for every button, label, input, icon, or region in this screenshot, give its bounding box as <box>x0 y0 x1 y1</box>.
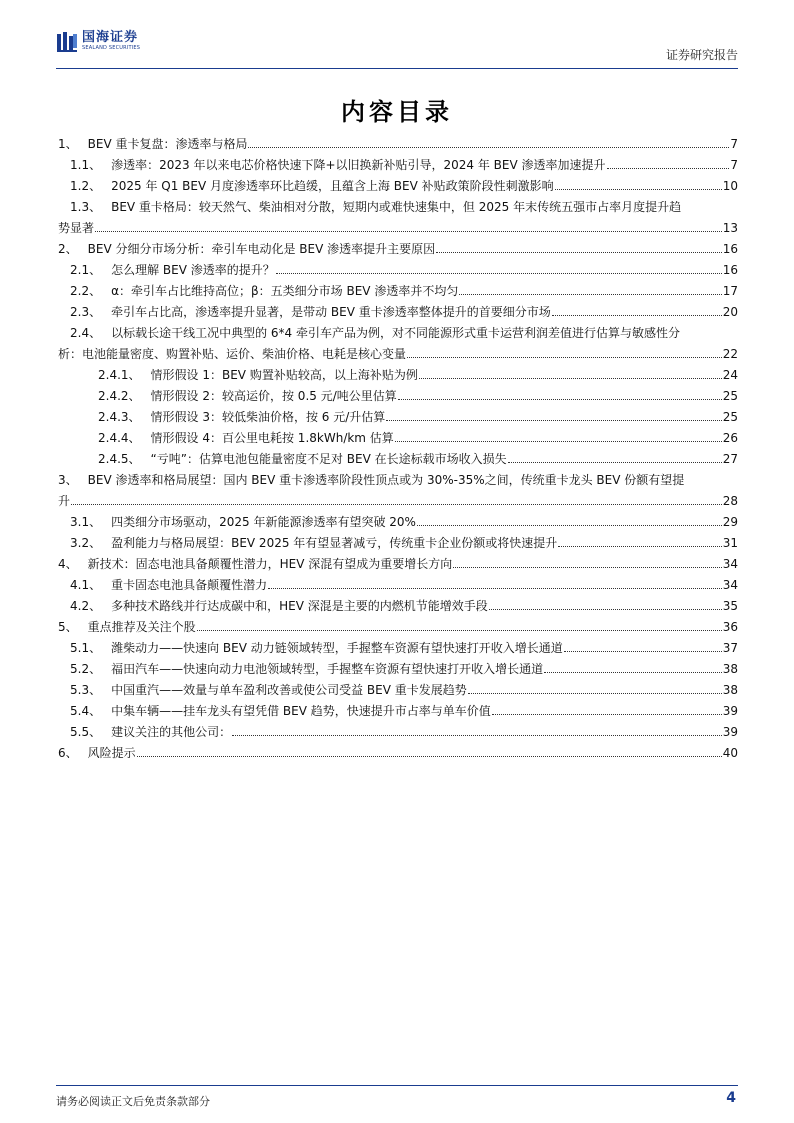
toc-leader-dots <box>395 441 722 442</box>
toc-entry-number: 2.2、 <box>70 284 102 298</box>
toc-entry-text-continued: 势显著 <box>58 221 95 235</box>
toc-entry[interactable] <box>58 277 738 298</box>
toc-leader-dots <box>276 273 722 274</box>
toc-entry-text: BEV 渗透率和格局展望：国内 BEV 重卡渗透率阶段性顶点或为 30%-35%之间，传统重卡龙头 BEV 份额有望提 <box>87 473 685 487</box>
toc-entry-page: 40 <box>722 746 738 760</box>
toc-leader-dots <box>137 756 722 757</box>
toc-entry[interactable] <box>58 697 738 718</box>
toc-entry-page: 34 <box>722 578 738 592</box>
toc-entry-number: 4.1、 <box>70 578 102 592</box>
toc-entry-page: 22 <box>722 347 738 361</box>
toc-entry[interactable] <box>58 424 738 445</box>
toc-leader-dots <box>248 147 729 148</box>
toc-leader-dots <box>386 420 721 421</box>
toc-entry-number: 4、 <box>58 557 78 571</box>
toc-entry-text: 情形假设 1：BEV 购置补贴较高，以上海补贴为例 <box>150 368 418 382</box>
toc-leader-dots <box>232 735 722 736</box>
toc-leader-dots <box>607 168 730 169</box>
toc-leader-dots <box>71 504 722 505</box>
toc-entry-page: 7 <box>730 137 738 151</box>
toc-entry-text: “亏吨”：估算电池包能量密度不足对 BEV 在长途标载市场收入损失 <box>150 452 507 466</box>
toc-entry-text: BEV 重卡复盘：渗透率与格局 <box>87 137 248 151</box>
toc-entry-text: 2025 年 Q1 BEV 月度渗透率环比趋缓，且蕴含上海 BEV 补贴政策阶段性刺激影响 <box>111 179 554 193</box>
toc-leader-dots <box>558 546 721 547</box>
toc-entry-number: 2.3、 <box>70 305 102 319</box>
toc-leader-dots <box>417 525 722 526</box>
toc-entry-page: 36 <box>722 620 738 634</box>
toc-entry[interactable] <box>58 256 738 277</box>
toc-entry-page: 7 <box>730 158 738 172</box>
toc-entry[interactable] <box>58 319 738 361</box>
page-number: 4 <box>726 1090 736 1106</box>
toc-entry-page: 26 <box>722 431 738 445</box>
toc-entry-number: 5.1、 <box>70 641 102 655</box>
toc-entry-text: BEV 分细分市场分析：牵引车电动化是 BEV 渗透率提升主要原因 <box>87 242 436 256</box>
footer-divider <box>56 1085 738 1086</box>
toc-leader-dots <box>197 630 722 631</box>
toc-entry-number: 4.2、 <box>70 599 102 613</box>
toc-entry-number: 3、 <box>58 473 78 487</box>
toc-entry[interactable] <box>58 298 738 319</box>
toc-leader-dots <box>407 357 722 358</box>
toc-entry[interactable] <box>58 151 738 172</box>
page-header <box>56 30 738 69</box>
toc-entry[interactable] <box>58 529 738 550</box>
toc-entry-page: 20 <box>722 305 738 319</box>
toc-entry-text: 风险提示 <box>87 746 136 760</box>
toc-leader-dots <box>489 609 722 610</box>
toc-entry-text: 怎么理解 BEV 渗透率的提升？ <box>111 263 275 277</box>
toc-leader-dots <box>555 189 722 190</box>
toc-entry-text: 中国重汽——效量与单车盈利改善或使公司受益 BEV 重卡发展趋势 <box>111 683 467 697</box>
toc-leader-dots <box>552 315 722 316</box>
toc-entry-text-continued: 析：电池能量密度、购置补贴、运价、柴油价格、电耗是核心变量 <box>58 347 407 361</box>
toc-entry-text: 多种技术路线并行达成碳中和，HEV 深混是主要的内燃机节能增效手段 <box>111 599 488 613</box>
toc-entry-text: 四类细分市场驱动，2025 年新能源渗透率有望突破 20% <box>111 515 416 529</box>
toc-leader-dots <box>459 294 721 295</box>
toc-entry-page: 35 <box>722 599 738 613</box>
toc-entry-number: 2.4.4、 <box>98 431 141 445</box>
toc-entry-number: 3.2、 <box>70 536 102 550</box>
toc-entry-page: 27 <box>722 452 738 466</box>
toc-leader-dots <box>436 252 722 253</box>
toc-entry-number: 5.2、 <box>70 662 102 676</box>
toc-entry-number: 1、 <box>58 137 78 151</box>
table-of-contents <box>58 130 738 760</box>
toc-entry[interactable] <box>58 739 738 760</box>
document-type: 证券研究报告 <box>665 48 738 62</box>
toc-entry-page: 17 <box>722 284 738 298</box>
toc-entry[interactable] <box>58 172 738 193</box>
toc-leader-dots <box>398 399 722 400</box>
toc-entry-page: 34 <box>722 557 738 571</box>
toc-entry-text: 渗透率：2023 年以来电芯价格快速下降+以旧换新补贴引导，2024 年 BEV 渗透率加速提升 <box>111 158 606 172</box>
toc-entry-text: BEV 重卡格局：较天然气、柴油相对分散，短期内或难快速集中，但 2025 年末传统五强市占率月度提升趋 <box>111 200 682 214</box>
toc-entry[interactable] <box>58 130 738 151</box>
toc-entry-page: 38 <box>722 683 738 697</box>
toc-entry[interactable] <box>58 508 738 529</box>
toc-entry[interactable] <box>58 655 738 676</box>
logo-chinese-name: 国海证券 <box>82 30 139 45</box>
toc-entry-text-continued: 升 <box>58 494 71 508</box>
toc-entry[interactable] <box>58 466 738 508</box>
toc-entry-text: 新技术：固态电池具备颠覆性潜力，HEV 深混有望成为重要增长方向 <box>87 557 453 571</box>
toc-leader-dots <box>564 651 722 652</box>
toc-entry-number: 1.2、 <box>70 179 102 193</box>
toc-entry-text: 福田汽车——快速向动力电池领域转型，手握整车资源有望快速打开收入增长通道 <box>111 662 544 676</box>
toc-entry-page: 25 <box>722 389 738 403</box>
toc-entry-page: 39 <box>722 725 738 739</box>
toc-entry-text: 情形假设 4：百公里电耗按 1.8kWh/km 估算 <box>150 431 394 445</box>
toc-entry[interactable] <box>58 445 738 466</box>
toc-entry-number: 2.4.5、 <box>98 452 141 466</box>
toc-entry-number: 5.4、 <box>70 704 102 718</box>
toc-entry-text: 建议关注的其他公司： <box>111 725 232 739</box>
toc-entry-page: 31 <box>722 536 738 550</box>
toc-title: 内容目录 <box>341 98 453 126</box>
toc-entry[interactable] <box>58 550 738 571</box>
toc-entry[interactable] <box>58 613 738 634</box>
toc-leader-dots <box>95 231 722 232</box>
toc-entry[interactable] <box>58 571 738 592</box>
toc-leader-dots <box>544 672 722 673</box>
toc-entry[interactable] <box>58 235 738 256</box>
toc-entry-number: 2.4.2、 <box>98 389 141 403</box>
toc-leader-dots <box>468 693 722 694</box>
toc-entry-text: 情形假设 2：较高运价，按 0.5 元/吨公里估算 <box>150 389 397 403</box>
toc-entry-text: 以标载长途干线工况中典型的 6*4 牵引车产品为例，对不同能源形式重卡运营利润差值进行估算与敏感性分 <box>111 326 680 340</box>
toc-entry-number: 2.4、 <box>70 326 102 340</box>
toc-entry[interactable] <box>58 592 738 613</box>
toc-entry-page: 13 <box>722 221 738 235</box>
toc-entry-page: 29 <box>722 515 738 529</box>
toc-entry-number: 2、 <box>58 242 78 256</box>
toc-entry-page: 37 <box>722 641 738 655</box>
toc-entry-number: 1.3、 <box>70 200 102 214</box>
toc-entry-page: 25 <box>722 410 738 424</box>
toc-entry[interactable] <box>58 382 738 403</box>
toc-entry-page: 39 <box>722 704 738 718</box>
toc-entry[interactable] <box>58 634 738 655</box>
company-logo <box>56 30 140 53</box>
sealand-logo-icon <box>56 31 78 53</box>
toc-leader-dots <box>492 714 722 715</box>
footer-disclaimer: 请务必阅读正文后免责条款部分 <box>56 1095 210 1108</box>
toc-entry-text: 中集车辆——挂车龙头有望凭借 BEV 趋势，快速提升市占率与单车价值 <box>111 704 491 718</box>
toc-entry-number: 2.1、 <box>70 263 102 277</box>
toc-entry-text: α：牵引车占比维持高位；β：五类细分市场 BEV 渗透率并不均匀 <box>111 284 459 298</box>
toc-entry-page: 38 <box>722 662 738 676</box>
toc-entry-text: 盈利能力与格局展望：BEV 2025 年有望显著减亏，传统重卡企业份额或将快速提升 <box>111 536 558 550</box>
toc-entry[interactable] <box>58 361 738 382</box>
toc-entry-number: 5.3、 <box>70 683 102 697</box>
toc-leader-dots <box>453 567 721 568</box>
toc-entry-text: 情形假设 3：较低柴油价格，按 6 元/升估算 <box>150 410 386 424</box>
logo-english-name: SEALAND SECURITIES <box>82 45 141 51</box>
toc-entry-page: 24 <box>722 368 738 382</box>
toc-entry-number: 2.4.3、 <box>98 410 141 424</box>
toc-entry[interactable] <box>58 718 738 739</box>
toc-entry-page: 28 <box>722 494 738 508</box>
toc-entry-number: 5、 <box>58 620 78 634</box>
toc-entry-page: 16 <box>722 263 738 277</box>
toc-entry-text: 牵引车占比高，渗透率提升显著，是带动 BEV 重卡渗透率整体提升的首要细分市场 <box>111 305 551 319</box>
toc-entry-number: 2.4.1、 <box>98 368 141 382</box>
toc-entry-number: 3.1、 <box>70 515 102 529</box>
toc-leader-dots <box>419 378 722 379</box>
toc-leader-dots <box>508 462 722 463</box>
toc-entry-number: 1.1、 <box>70 158 102 172</box>
toc-entry-page: 16 <box>722 242 738 256</box>
toc-entry-page: 10 <box>722 179 738 193</box>
toc-entry[interactable] <box>58 403 738 424</box>
toc-entry-text: 重卡固态电池具备颠覆性潜力 <box>111 578 268 592</box>
toc-entry[interactable] <box>58 193 738 235</box>
toc-entry-text: 重点推荐及关注个股 <box>87 620 196 634</box>
toc-leader-dots <box>268 588 722 589</box>
toc-entry-number: 6、 <box>58 746 78 760</box>
toc-entry[interactable] <box>58 676 738 697</box>
toc-entry-number: 5.5、 <box>70 725 102 739</box>
toc-entry-text: 潍柴动力——快速向 BEV 动力链领域转型，手握整车资源有望快速打开收入增长通道 <box>111 641 563 655</box>
